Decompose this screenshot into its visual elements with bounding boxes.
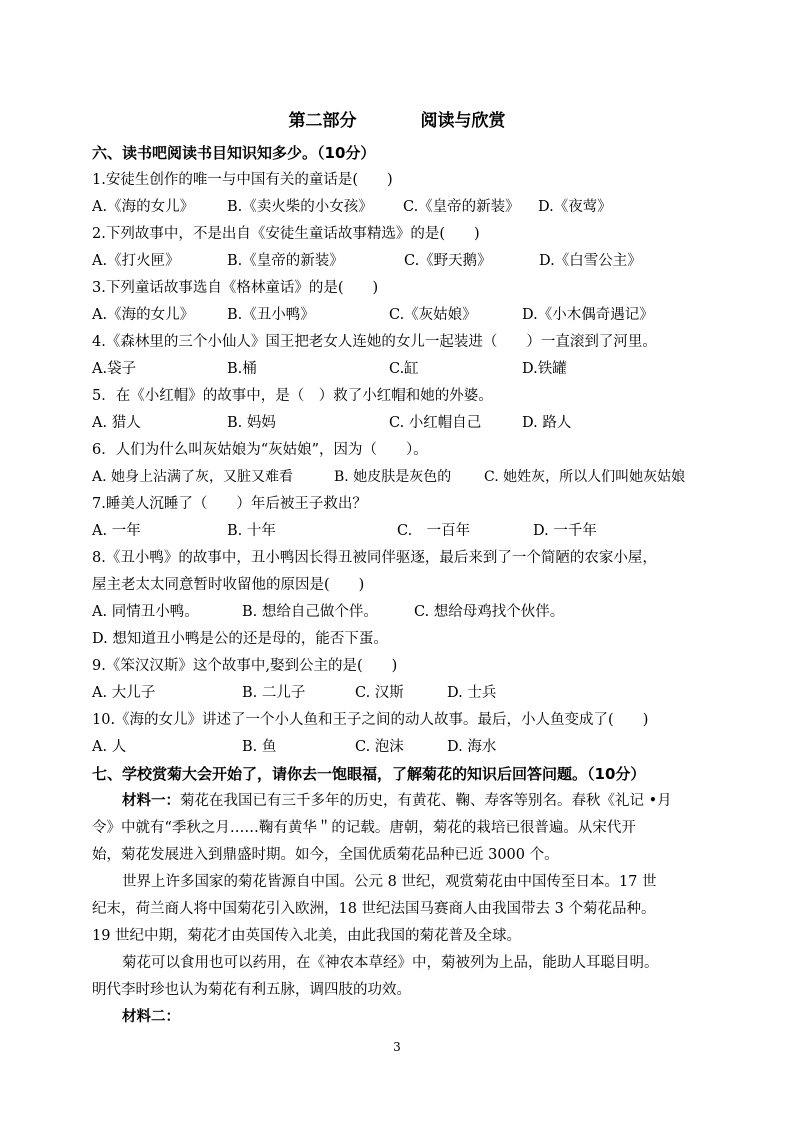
option: D.《夜莺》 xyxy=(538,199,612,215)
option: A. 猎人 xyxy=(92,415,141,431)
question-9: 9.《笨汉汉斯》这个故事中,娶到公主的是( ) xyxy=(92,658,398,674)
option: D.《小木偶奇遇记》 xyxy=(522,307,654,323)
option: C.《灰姑娘》 xyxy=(389,307,477,323)
option: A.袋子 xyxy=(92,361,137,377)
option: B. 十年 xyxy=(227,523,276,539)
option: A.《海的女儿》 xyxy=(92,199,195,215)
option: C. 一百年 xyxy=(397,523,471,539)
option: A. 一年 xyxy=(92,523,141,539)
option: B. 想给自己做个伴。 xyxy=(242,604,378,620)
option: C.《皇帝的新装》 xyxy=(403,199,520,215)
question-2: 2.下列故事中，不是出自《安徒生童话故事精选》的是( ) xyxy=(92,226,480,242)
question-8-line-1: 8.《丑小鸭》的故事中，丑小鸭因长得丑被同伴驱逐，最后来到了一个简陋的农家小屋， xyxy=(92,550,657,566)
option: C. 她姓灰，所以人们叫她灰姑娘 xyxy=(484,469,686,485)
option: C. 泡沫 xyxy=(355,739,404,755)
title-part: 第二部分 xyxy=(288,111,357,131)
option: A. 人 xyxy=(92,739,127,755)
paragraph-2-line-2: 纪末，荷兰商人将中国菊花引入欧洲，18 世纪法国马赛商人由我国带去 3 个菊花品种。 xyxy=(92,901,656,917)
paragraph-2-line-3: 19 世纪中期，菊花才由英国传入北美，由此我国的菊花普及全球。 xyxy=(92,928,522,944)
question-8-option-d: D. 想知道丑小鸭是公的还是母的，能否下蛋。 xyxy=(92,631,388,647)
page-title xyxy=(0,106,794,131)
option: B. 她皮肤是灰色的 xyxy=(334,469,452,485)
question-5: 5．在《小红帽》的故事中，是（ ）救了小红帽和她的外婆。 xyxy=(92,388,493,404)
page-number: 3 xyxy=(393,1040,401,1054)
material-2-label: 材料二： xyxy=(122,1009,180,1025)
option: C. 汉斯 xyxy=(355,685,404,701)
material-1-line-2: 令》中就有“季秋之月……鞠有黄华＂的记载。唐朝，菊花的栽培已很普遍。从宋代开 xyxy=(92,820,636,836)
option: B. 二儿子 xyxy=(242,685,306,701)
question-3: 3.下列童话故事选自《格林童话》的是( ) xyxy=(92,280,379,296)
option: B.《皇帝的新装》 xyxy=(227,253,344,269)
option: C. 想给母鸡找个伙伴。 xyxy=(414,604,565,620)
section-6-heading: 六、读书吧阅读书目知识知多少。（10分） xyxy=(92,144,376,162)
option: A. 大儿子 xyxy=(92,685,156,701)
option: A. 同情丑小鸭。 xyxy=(92,604,199,620)
option: B.《丑小鸭》 xyxy=(227,307,315,323)
option: C.缸 xyxy=(389,361,419,377)
question-1-options xyxy=(92,197,712,217)
question-8-line-2: 屋主老太太同意暂时收留他的原因是( ) xyxy=(92,577,365,593)
question-10: 10.《海的女儿》讲述了一个小人鱼和王子之间的动人故事。最后，小人鱼变成了( ) xyxy=(92,712,649,728)
option: D. 士兵 xyxy=(447,685,497,701)
option: B. 妈妈 xyxy=(227,415,276,431)
question-4-options xyxy=(92,359,712,379)
option: D. 一千年 xyxy=(533,523,597,539)
option: A. 她身上沾满了灰，又脏又难看 xyxy=(92,469,294,485)
option: A.《海的女儿》 xyxy=(92,307,195,323)
question-6: 6．人们为什么叫灰姑娘为“灰姑娘”，因为（ ）。 xyxy=(92,442,428,458)
question-4: 4.《森林里的三个小仙人》国王把老女人连她的女儿一起装进（ ）一直滚到了河里。 xyxy=(92,334,657,350)
option: C. 小红帽自己 xyxy=(389,415,482,431)
question-6-options xyxy=(92,467,712,487)
option: D. 路人 xyxy=(522,415,572,431)
material-1-line-1 xyxy=(92,791,742,811)
title-name: 阅读与欣赏 xyxy=(420,111,506,131)
paragraph-3-line-2: 明代李时珍也认为菊花有利五脉，调四肢的功效。 xyxy=(92,982,411,998)
question-2-options xyxy=(92,251,712,271)
option: B.桶 xyxy=(227,361,257,377)
paragraph-2-line-1: 世界上许多国家的菊花皆源自中国。公元 8 世纪，观赏菊花由中国传至日本。17 世 xyxy=(122,874,657,890)
question-7-options xyxy=(92,521,712,541)
question-1: 1.安徒生创作的唯一与中国有关的童话是( ) xyxy=(92,172,393,188)
section-7-heading: 七、学校赏菊大会开始了，请你去一饱眼福，了解菊花的知识后回答问题。（10分） xyxy=(92,765,646,783)
option: C.《野天鹅》 xyxy=(404,253,492,269)
question-5-options xyxy=(92,413,712,433)
question-3-options xyxy=(92,305,712,325)
paragraph-3-line-1: 菊花可以食用也可以药用，在《神农本草经》中，菊被列为上品，能助人耳聪目明。 xyxy=(122,955,659,971)
material-1-text: 菊花在我国已有三千多年的历史，有黄花、鞠、寿客等别名。春秋《礼记 •月 xyxy=(180,793,672,809)
material-1-line-3: 始，菊花发展进入到鼎盛时期。如今，全国优质菊花品种已近 3000 个。 xyxy=(92,847,559,863)
option: B. 鱼 xyxy=(242,739,277,755)
question-10-options xyxy=(92,737,712,757)
option: D.铁罐 xyxy=(522,361,567,377)
question-9-options xyxy=(92,683,712,703)
question-8-options xyxy=(92,602,712,622)
option: B.《卖火柴的小女孩》 xyxy=(227,199,373,215)
option: D. 海水 xyxy=(447,739,497,755)
question-7: 7.睡美人沉睡了（ ）年后被王子救出？ xyxy=(92,496,367,512)
option: D.《白雪公主》 xyxy=(539,253,642,269)
option: A.《打火匣》 xyxy=(92,253,180,269)
material-1-label: 材料一： xyxy=(122,793,180,809)
